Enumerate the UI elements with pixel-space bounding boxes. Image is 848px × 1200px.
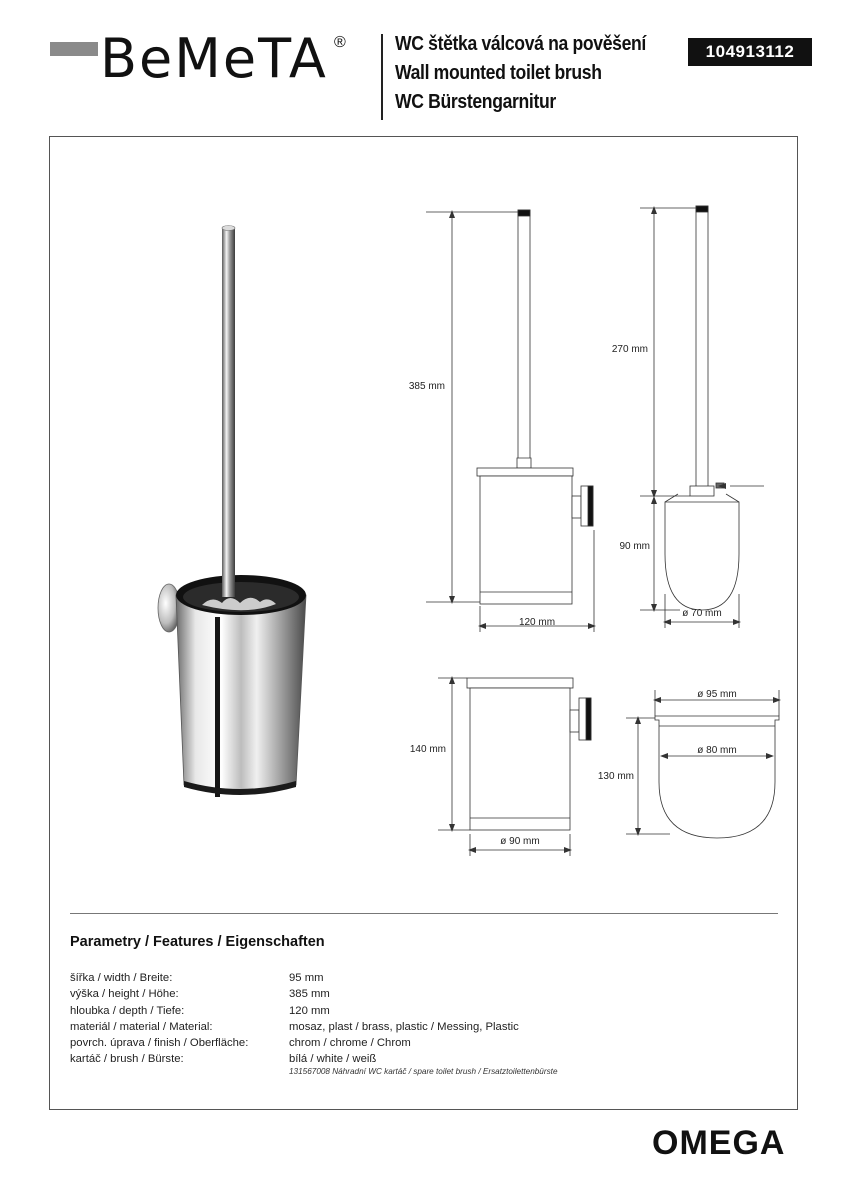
feature-row-material xyxy=(70,1019,630,1035)
feature-label: materiál / material / Material: xyxy=(70,1020,213,1033)
holder-front-drawing xyxy=(470,688,570,830)
feature-label: kartáč / brush / Bürste: xyxy=(70,1053,184,1066)
features-title: Parametry / Features / Eigenschaften xyxy=(70,934,325,950)
feature-value: 95 mm xyxy=(289,972,324,984)
technical-drawings xyxy=(390,190,800,870)
dim-brush-head-diameter: ø 70 mm xyxy=(682,608,722,619)
holder-cup xyxy=(176,595,306,792)
side-handle xyxy=(518,210,530,462)
brand-logo xyxy=(30,28,360,90)
dim-depth: 120 mm xyxy=(518,617,556,628)
brush-handle-drawing xyxy=(696,206,708,488)
side-holder xyxy=(480,476,572,604)
brush-head-drawing xyxy=(665,502,739,610)
feature-row-height xyxy=(70,986,630,1002)
feature-row-brush xyxy=(70,1051,630,1067)
feature-label: hloubka / depth / Tiefe: xyxy=(70,1004,185,1017)
cup-section-drawing xyxy=(655,716,779,838)
dim-cup-height: 130 mm xyxy=(597,771,634,782)
header-divider xyxy=(381,34,383,120)
feature-row-finish xyxy=(70,1035,630,1051)
brush-handle xyxy=(222,227,235,597)
dim-cup-inner-diameter: ø 80 mm xyxy=(697,745,737,756)
dim-brush-head-height: 90 mm xyxy=(619,541,650,552)
feature-row-width xyxy=(70,970,630,986)
feature-value: 120 mm xyxy=(289,1004,330,1017)
features-table xyxy=(70,970,630,1068)
title-de: WC Bürstengarnitur xyxy=(395,91,556,113)
dim-holder-diameter: ø 90 mm xyxy=(500,836,540,847)
dim-brush-length: 270 mm xyxy=(611,344,648,355)
dim-cup-top-diameter: ø 95 mm xyxy=(697,689,737,700)
feature-value: 385 mm xyxy=(289,988,330,1001)
product-titles xyxy=(395,30,685,117)
feature-row-depth xyxy=(70,1003,630,1019)
product-code: 104913112 xyxy=(688,38,812,66)
series-name: OMEGA xyxy=(652,1124,786,1162)
feature-label: šířka / width / Breite: xyxy=(70,972,173,984)
product-photo xyxy=(140,215,330,805)
feature-value: bílá / white / weiß xyxy=(289,1053,377,1066)
logo-bar xyxy=(50,42,98,56)
section-divider xyxy=(70,913,778,914)
registered-mark: ® xyxy=(334,34,346,51)
dim-total-height: 385 mm xyxy=(408,381,445,392)
logo-text: BeMeTA xyxy=(100,27,328,90)
spare-part-note: 131567008 Náhradní WC kartáč / spare toilet brush / Ersatztoilettenbürste xyxy=(289,1067,558,1076)
feature-value: chrom / chrome / Chrom xyxy=(289,1037,411,1050)
dim-holder-height: 140 mm xyxy=(409,744,446,755)
title-cs: WC štětka válcová na pověšení xyxy=(395,33,646,55)
title-en: Wall mounted toilet brush xyxy=(395,62,602,84)
feature-value: mosaz, plast / brass, plastic / Messing, Plastic xyxy=(289,1020,519,1033)
feature-label: výška / height / Höhe: xyxy=(70,988,179,1001)
feature-label: povrch. úprava / finish / Oberfläche: xyxy=(70,1037,249,1050)
